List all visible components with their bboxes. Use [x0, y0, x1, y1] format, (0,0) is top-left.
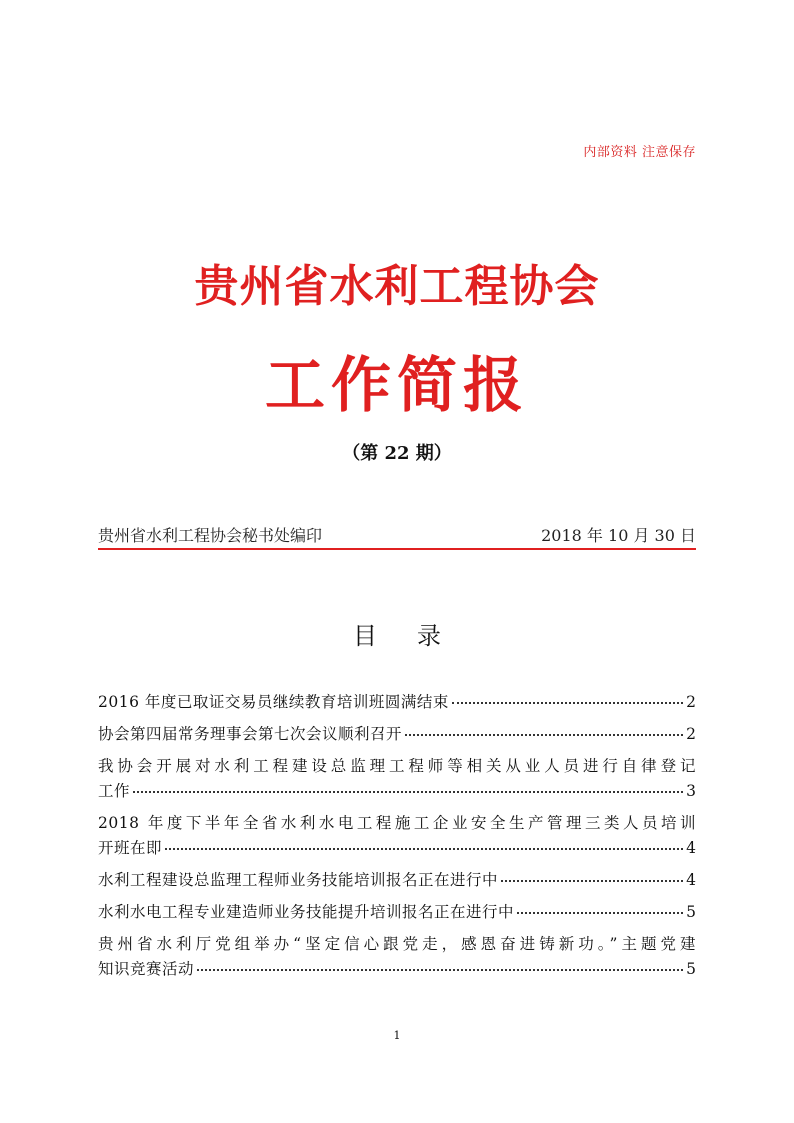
toc-heading: 目录 — [353, 622, 481, 650]
toc-entry-title-line: 我协会开展对水利工程建设总监理工程师等相关从业人员进行自律登记 — [98, 757, 696, 775]
organization-title: 贵州省水利工程协会 — [194, 261, 600, 312]
confidentiality-notice: 内部资料 注意保存 — [583, 145, 696, 160]
toc-dot-leader — [452, 702, 683, 704]
toc-entry-page: 5 — [686, 903, 696, 921]
toc-entry-title: 知识竞赛活动 — [98, 960, 195, 978]
toc-dot-leader — [405, 734, 683, 736]
toc-entry[interactable] — [98, 868, 696, 893]
header-divider — [98, 548, 696, 550]
toc-entry-title-line: 2018 年度下半年全省水利水电工程施工企业安全生产管理三类人员培训 — [98, 814, 696, 832]
toc-entry-title: 开班在即 — [98, 839, 163, 857]
toc-entry[interactable] — [98, 900, 696, 925]
toc-entry-page: 2 — [686, 725, 696, 743]
toc-entry-title-line: 贵州省水利厅党组举办“坚定信心跟党走，感恩奋进铸新功。”主题党建 — [98, 935, 696, 953]
document-title: 工作简报 — [265, 351, 529, 421]
toc-entry-title: 协会第四届常务理事会第七次会议顺利召开 — [98, 725, 403, 743]
issue-number: （第 22 期） — [342, 443, 452, 464]
toc-entry-title: 水利工程建设总监理工程师业务技能培训报名正在进行中 — [98, 871, 499, 889]
page-number: 1 — [393, 1029, 401, 1042]
toc-dot-leader — [197, 969, 683, 971]
table-of-contents — [98, 690, 696, 989]
toc-entry-page: 2 — [686, 693, 696, 711]
toc-entry-title: 水利水电工程专业建造师业务技能提升培训报名正在进行中 — [98, 903, 515, 921]
toc-entry-title: 2016 年度已取证交易员继续教育培训班圆满结束 — [98, 693, 449, 711]
toc-dot-leader — [165, 848, 683, 850]
toc-entry-page: 3 — [686, 782, 696, 800]
toc-entry[interactable] — [98, 690, 696, 715]
publisher-line: 贵州省水利工程协会秘书处编印 — [98, 526, 323, 545]
toc-dot-leader — [133, 791, 683, 793]
toc-entry-page: 4 — [686, 871, 696, 889]
toc-dot-leader — [517, 912, 683, 914]
toc-entry[interactable] — [98, 932, 696, 982]
toc-entry[interactable] — [98, 754, 696, 804]
toc-entry[interactable] — [98, 722, 696, 747]
toc-entry[interactable] — [98, 811, 696, 861]
toc-entry-page: 5 — [686, 960, 696, 978]
publication-date: 2018 年 10 月 30 日 — [541, 526, 696, 545]
toc-entry-page: 4 — [686, 839, 696, 857]
toc-dot-leader — [501, 880, 683, 882]
toc-entry-title: 工作 — [98, 782, 131, 800]
